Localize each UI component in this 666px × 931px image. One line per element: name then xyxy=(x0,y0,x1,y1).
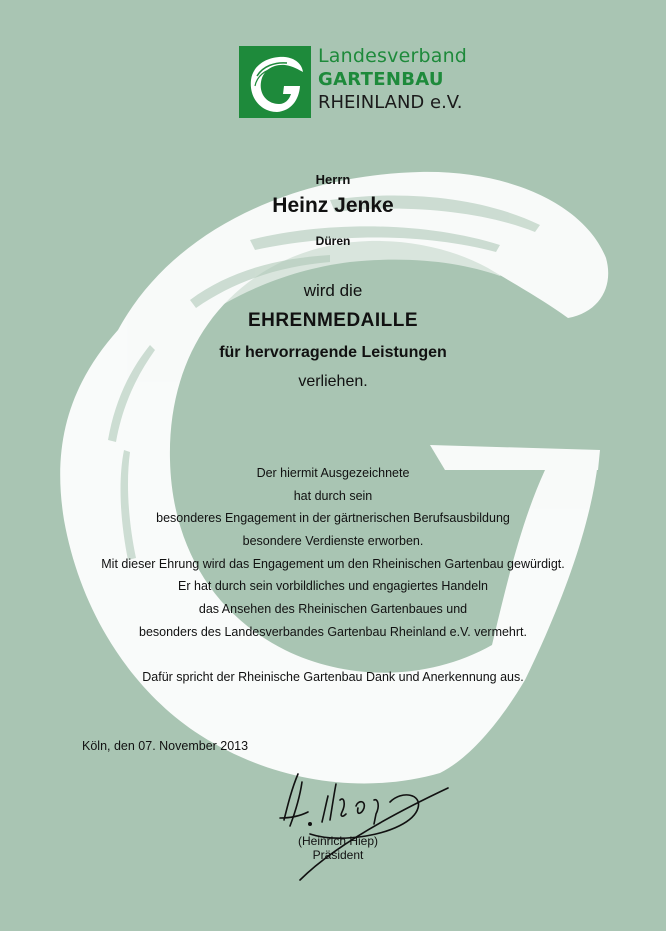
signer-name: (Heinrich Hiep) xyxy=(297,834,379,848)
signer-role: Präsident xyxy=(312,848,364,862)
logo-text xyxy=(318,46,467,112)
landesverband-logo xyxy=(239,45,468,118)
laudation-line: das Ansehen des Rheinischen Gartenbaues und xyxy=(198,602,468,617)
recipient-salutation: Herrn xyxy=(315,172,351,187)
logo-line-rheinland: RHEINLAND e.V. xyxy=(318,92,463,113)
logo-line-landesverband: Landesverband xyxy=(318,45,468,67)
laudation-line: besonders des Landesverbandes Gartenbau Rheinland e.V. vermehrt. xyxy=(139,624,527,639)
recipient-name: Heinz Jenke xyxy=(272,194,394,217)
handwritten-signature xyxy=(270,760,470,890)
laudation-line: Mit dieser Ehrung wird das Engagement um den Rheinischen Gartenbau gewürdigt. xyxy=(101,556,565,571)
award-verliehen: verliehen. xyxy=(298,373,368,390)
thanks-line: Dafür spricht der Rheinische Gartenbau Dank und Anerkennung aus. xyxy=(142,670,524,684)
laudation-line: hat durch sein xyxy=(293,488,373,503)
recipient-city: Düren xyxy=(315,234,351,248)
laudation-line: Er hat durch sein vorbildliches und engagiertes Handeln xyxy=(178,579,488,594)
laudation-line: besondere Verdienste erworben. xyxy=(242,534,424,549)
award-reason: für hervorragende Leistungen xyxy=(219,344,447,361)
laudation-text xyxy=(0,462,666,644)
award-intro: wird die xyxy=(303,281,363,300)
logo-line-gartenbau: GARTENBAU xyxy=(318,69,444,90)
place-date: Köln, den 07. November 2013 xyxy=(82,739,249,753)
award-title: EHRENMEDAILLE xyxy=(247,310,419,331)
laudation-line: besonderes Engagement in der gärtnerischen Berufsausbildung xyxy=(156,511,510,526)
laudation-line: Der hiermit Ausgezeichnete xyxy=(256,466,410,480)
g-brush-logo-icon xyxy=(239,46,311,118)
